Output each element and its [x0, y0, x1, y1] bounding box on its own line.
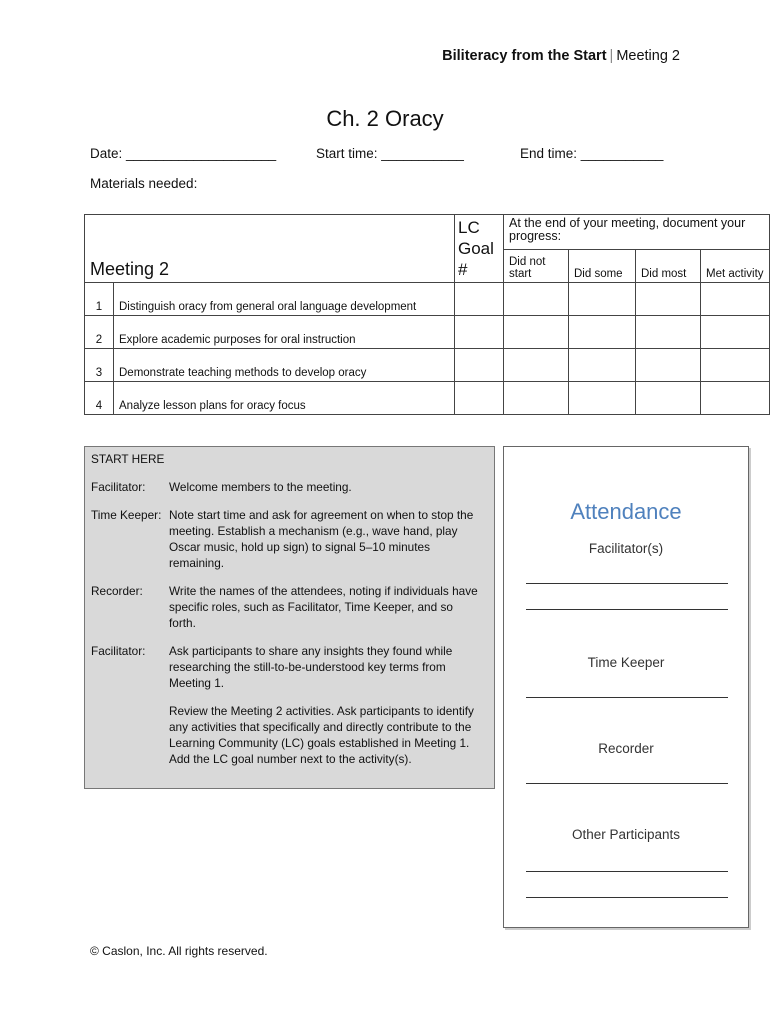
did-not-start-cell[interactable]	[504, 382, 569, 415]
end-time-field[interactable]: End time: ___________	[520, 146, 664, 161]
other-participants-label: Other Participants	[571, 827, 681, 842]
did-not-start-cell[interactable]	[504, 283, 569, 316]
meeting-label: Meeting 2	[616, 48, 680, 64]
instruction-item	[91, 479, 488, 495]
role-instruction: Ask participants to share any insights they found while researching the still-to-be-understood key terms from Meeting 1.	[169, 644, 453, 690]
instruction-item	[91, 507, 488, 571]
document-header	[442, 48, 680, 64]
timekeeper-label: Time Keeper	[587, 655, 665, 670]
facilitator-line-2[interactable]	[526, 609, 728, 610]
progress-header: At the end of your meeting, document your progress:	[504, 215, 770, 250]
start-here-box	[84, 446, 495, 789]
table-row	[85, 349, 770, 382]
instruction-item	[91, 583, 488, 631]
activities-table	[84, 214, 770, 415]
activity-text: Explore academic purposes for oral instruction	[114, 316, 455, 349]
lc-goal-cell[interactable]	[455, 283, 504, 316]
recorder-line[interactable]	[526, 783, 728, 784]
activity-text: Distinguish oracy from general oral language development	[114, 283, 455, 316]
facilitator-label: Facilitator(s)	[588, 541, 664, 556]
materials-field[interactable]: Materials needed:	[90, 176, 198, 191]
role-label: Recorder:	[91, 584, 143, 598]
lc-goal-cell[interactable]	[455, 382, 504, 415]
lc-goal-cell[interactable]	[455, 316, 504, 349]
col-did-most: Did most	[636, 250, 701, 283]
participant-line-1[interactable]	[526, 871, 728, 872]
did-most-cell[interactable]	[636, 283, 701, 316]
table-row	[85, 382, 770, 415]
recorder-label: Recorder	[598, 741, 654, 756]
participant-line-2[interactable]	[526, 897, 728, 898]
attendance-title: Attendance	[570, 499, 682, 524]
table-row	[85, 316, 770, 349]
instruction-item	[91, 703, 488, 767]
role-label: Time Keeper:	[91, 508, 162, 522]
did-most-cell[interactable]	[636, 316, 701, 349]
instruction-item	[91, 643, 488, 691]
met-activity-cell[interactable]	[701, 316, 770, 349]
col-met-activity: Met activity	[701, 250, 770, 283]
series-title: Biliteracy from the Start	[442, 48, 607, 64]
col-did-some: Did some	[569, 250, 636, 283]
activity-number: 4	[85, 382, 114, 415]
attendance-box	[503, 446, 749, 928]
table-row	[85, 283, 770, 316]
did-some-cell[interactable]	[569, 316, 636, 349]
activity-number: 1	[85, 283, 114, 316]
did-some-cell[interactable]	[569, 283, 636, 316]
page-title: Ch. 2 Oracy	[326, 106, 444, 131]
did-most-cell[interactable]	[636, 382, 701, 415]
header-separator: |	[609, 48, 614, 64]
start-here-heading: START HERE	[91, 452, 165, 466]
activity-number: 3	[85, 349, 114, 382]
role-instruction: Write the names of the attendees, noting if individuals have specific roles, such as Facilitator, Time Keeper, and so forth.	[169, 584, 478, 630]
activity-text: Demonstrate teaching methods to develop oracy	[114, 349, 455, 382]
meeting-header: Meeting 2	[85, 215, 455, 283]
did-some-cell[interactable]	[569, 349, 636, 382]
met-activity-cell[interactable]	[701, 382, 770, 415]
role-label: Facilitator:	[91, 480, 146, 494]
did-not-start-cell[interactable]	[504, 316, 569, 349]
role-instruction: Review the Meeting 2 activities. Ask participants to identify any activities that specifically and directly contribute to the Learning Community (LC) goals established in Meeting 1. Add the LC goal number next to the activity(s).	[169, 704, 474, 766]
start-time-field[interactable]: Start time: ___________	[316, 146, 464, 161]
lc-goal-cell[interactable]	[455, 349, 504, 382]
role-label	[91, 703, 169, 767]
did-some-cell[interactable]	[569, 382, 636, 415]
timekeeper-line[interactable]	[526, 697, 728, 698]
did-not-start-cell[interactable]	[504, 349, 569, 382]
lc-goal-header: LC Goal #	[455, 215, 504, 283]
copyright-footer: © Caslon, Inc. All rights reserved.	[90, 944, 268, 958]
did-most-cell[interactable]	[636, 349, 701, 382]
role-label: Facilitator:	[91, 644, 146, 658]
met-activity-cell[interactable]	[701, 283, 770, 316]
activity-number: 2	[85, 316, 114, 349]
facilitator-line-1[interactable]	[526, 583, 728, 584]
date-field[interactable]: Date: ____________________	[90, 146, 277, 161]
col-did-not-start: Did not start	[504, 250, 569, 283]
role-instruction: Welcome members to the meeting.	[169, 480, 352, 494]
activity-text: Analyze lesson plans for oracy focus	[114, 382, 455, 415]
met-activity-cell[interactable]	[701, 349, 770, 382]
role-instruction: Note start time and ask for agreement on when to stop the meeting. Establish a mechanism (e.g., wave hand, play Oscar music, hold up sign) to signal 5–10 minutes remaining.	[169, 508, 474, 570]
